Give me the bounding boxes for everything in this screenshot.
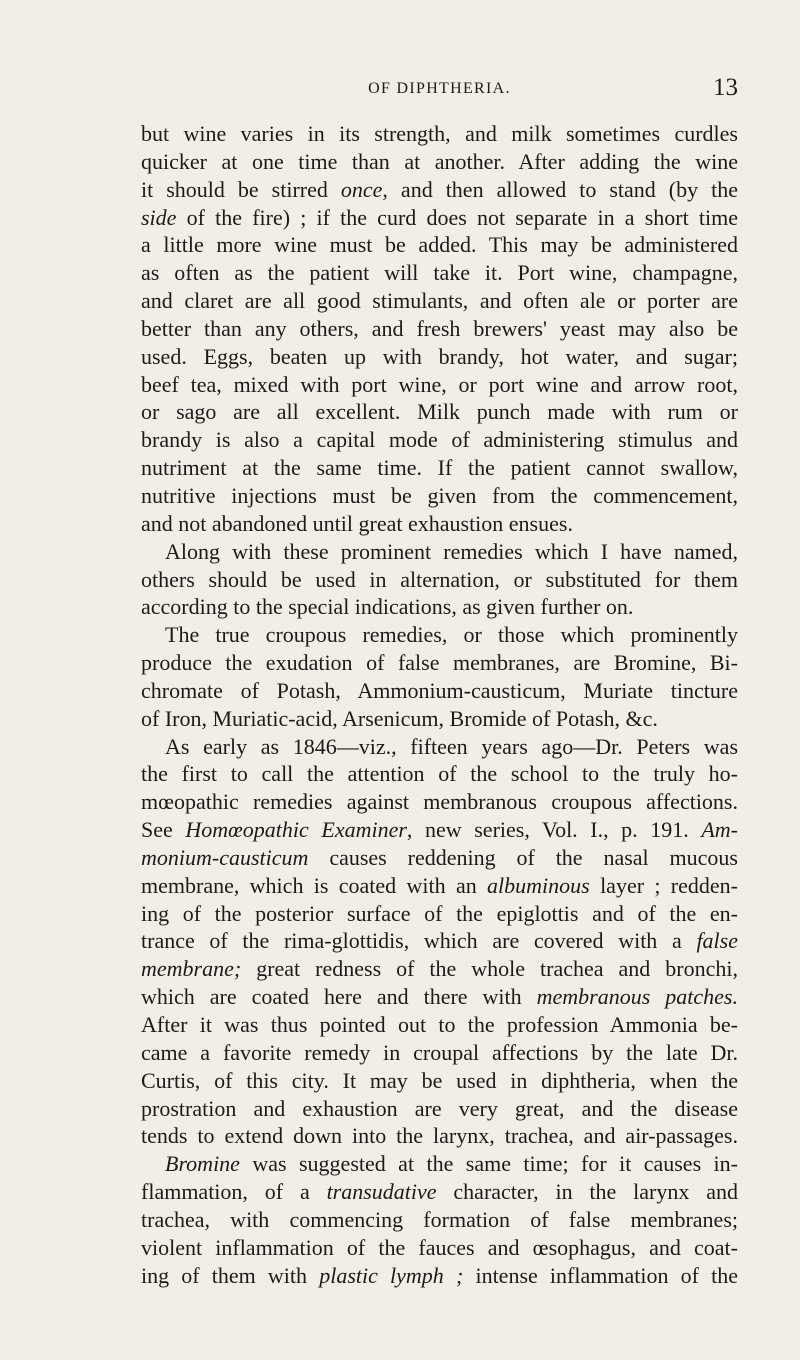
italic-run: false	[696, 928, 738, 954]
text-run: As early as 1846—viz., fifteen years ago—Dr. Peters was	[165, 733, 738, 759]
text-run: as often as the patient will take it. Port wine, champagne,	[141, 260, 738, 286]
text-line	[141, 120, 738, 148]
text-run: it should be stirred	[141, 176, 341, 202]
text-line	[141, 705, 738, 733]
text-line	[141, 872, 738, 900]
italic-run: Homœopathic Examiner	[185, 817, 407, 843]
text-line	[141, 621, 738, 649]
text-line	[141, 1067, 738, 1095]
italic-run: side	[141, 204, 177, 230]
text-run: a little more wine must be added. This may be administered	[141, 232, 738, 258]
text-line	[141, 426, 738, 454]
text-line	[141, 1178, 738, 1206]
text-line	[141, 955, 738, 983]
text-line	[141, 176, 738, 204]
italic-run: plastic lymph ;	[319, 1262, 464, 1288]
text-run: was suggested at the same time; for it causes in-	[239, 1151, 738, 1177]
text-run: character, in the larynx and	[436, 1179, 738, 1205]
text-line	[141, 1150, 738, 1178]
text-run: nutritive injections must be given from the commencement,	[141, 482, 738, 508]
text-run: Curtis, of this city. It may be used in diphtheria, when the	[141, 1067, 738, 1093]
italic-run: Bromine	[165, 1151, 240, 1177]
text-run: produce the exudation of false membranes, are Bromine, Bi-	[141, 650, 738, 676]
text-line	[141, 482, 738, 510]
text-run: brandy is also a capital mode of administering stimulus and	[141, 427, 738, 453]
italic-run: once	[340, 176, 383, 202]
text-line	[141, 816, 738, 844]
text-run: causes reddening of the nasal mucous	[308, 844, 738, 870]
text-line	[141, 566, 738, 594]
text-line	[141, 844, 738, 872]
text-line	[141, 733, 738, 761]
text-line	[141, 371, 738, 399]
text-run: which are coated here and there with	[141, 984, 537, 1010]
text-run: and not abandoned until great exhaustion ensues.	[141, 510, 573, 536]
text-line	[141, 900, 738, 928]
text-line	[141, 1039, 738, 1067]
page-number: 13	[713, 74, 738, 101]
text-line	[141, 343, 738, 371]
text-run: chromate of Potash, Ammonium-causticum, Muriate tincture	[141, 677, 738, 703]
text-run: nutriment at the same time. If the patient cannot swallow,	[141, 455, 738, 481]
text-run: mœopathic remedies against membranous croupous affections.	[141, 789, 738, 815]
text-run: but wine varies in its strength, and milk sometimes curdles	[141, 121, 738, 146]
text-run: See	[141, 817, 186, 843]
text-run: ing of the posterior surface of the epiglottis and of the en-	[141, 900, 738, 926]
text-line	[141, 983, 738, 1011]
text-run: of the fire) ; if the curd does not separate in a short time	[176, 204, 738, 230]
text-run: or sago are all excellent. Milk punch made with rum or	[141, 399, 738, 425]
text-line	[141, 593, 738, 621]
text-run: intense inflammation of the	[463, 1262, 738, 1288]
italic-run: albuminous	[487, 872, 590, 898]
italic-run: membrane;	[141, 956, 242, 982]
text-line	[141, 677, 738, 705]
text-run: great redness of the whole trachea and bronchi,	[241, 956, 738, 982]
text-line	[141, 1206, 738, 1234]
text-run: violent inflammation of the fauces and œsophagus, and coat-	[141, 1234, 738, 1260]
body-text	[141, 120, 738, 1289]
text-line	[141, 259, 738, 287]
text-run: used. Eggs, beaten up with brandy, hot water, and sugar;	[141, 343, 738, 369]
text-line	[141, 649, 738, 677]
text-run: better than any others, and fresh brewers' yeast may also be	[141, 315, 738, 341]
text-line	[141, 538, 738, 566]
italic-run: membranous patches.	[536, 984, 738, 1010]
text-run: of Iron, Muriatic-acid, Arsenicum, Bromide of Potash, &c.	[141, 705, 658, 731]
text-run: The true croupous remedies, or those which prominently	[165, 622, 738, 648]
text-run: came a favorite remedy in croupal affections by the late Dr.	[141, 1039, 738, 1065]
text-run: , new series, Vol. I., p. 191.	[406, 817, 702, 843]
text-run: and claret are all good stimulants, and often ale or porter are	[141, 288, 738, 314]
text-run: tends to extend down into the larynx, trachea, and air-passages.	[141, 1123, 738, 1149]
italic-run: monium-causticum	[141, 844, 309, 870]
text-run: After it was thus pointed out to the profession Ammonia be-	[141, 1012, 738, 1037]
text-run: Along with these prominent remedies which I have named,	[165, 538, 738, 564]
text-line	[141, 510, 738, 538]
text-line	[141, 231, 738, 259]
text-line	[141, 1122, 738, 1150]
italic-run: transudative	[326, 1179, 437, 1205]
running-title: OF DIPHTHERIA.	[368, 80, 511, 97]
text-line	[141, 1262, 738, 1290]
text-run: membrane, which is coated with an	[141, 872, 488, 898]
text-line	[141, 1234, 738, 1262]
text-run: the first to call the attention of the school to the truly ho-	[141, 761, 738, 787]
text-line	[141, 204, 738, 232]
text-run: layer ; redden-	[589, 872, 738, 898]
text-line	[141, 148, 738, 176]
text-line	[141, 760, 738, 788]
text-run: trance of the rima-glottidis, which are covered with a	[141, 928, 697, 954]
text-line	[141, 927, 738, 955]
italic-run: Am-	[701, 817, 739, 843]
text-run: ing of them with	[141, 1262, 320, 1288]
page-header	[141, 74, 738, 108]
text-line	[141, 1011, 738, 1039]
text-run: trachea, with commencing formation of false membranes;	[141, 1206, 738, 1232]
text-run: prostration and exhaustion are very great, and the disease	[141, 1095, 738, 1121]
text-line	[141, 315, 738, 343]
text-run: beef tea, mixed with port wine, or port wine and arrow root,	[141, 371, 738, 397]
text-run: flammation, of a	[141, 1179, 327, 1205]
text-line	[141, 287, 738, 315]
text-line	[141, 1095, 738, 1123]
text-run: quicker at one time than at another. After adding the wine	[141, 148, 738, 174]
text-line	[141, 398, 738, 426]
text-line	[141, 454, 738, 482]
text-line	[141, 788, 738, 816]
text-run: according to the special indications, as given further on.	[141, 594, 634, 620]
text-run: , and then allowed to stand (by the	[382, 176, 738, 202]
text-run: others should be used in alternation, or substituted for them	[141, 566, 738, 592]
